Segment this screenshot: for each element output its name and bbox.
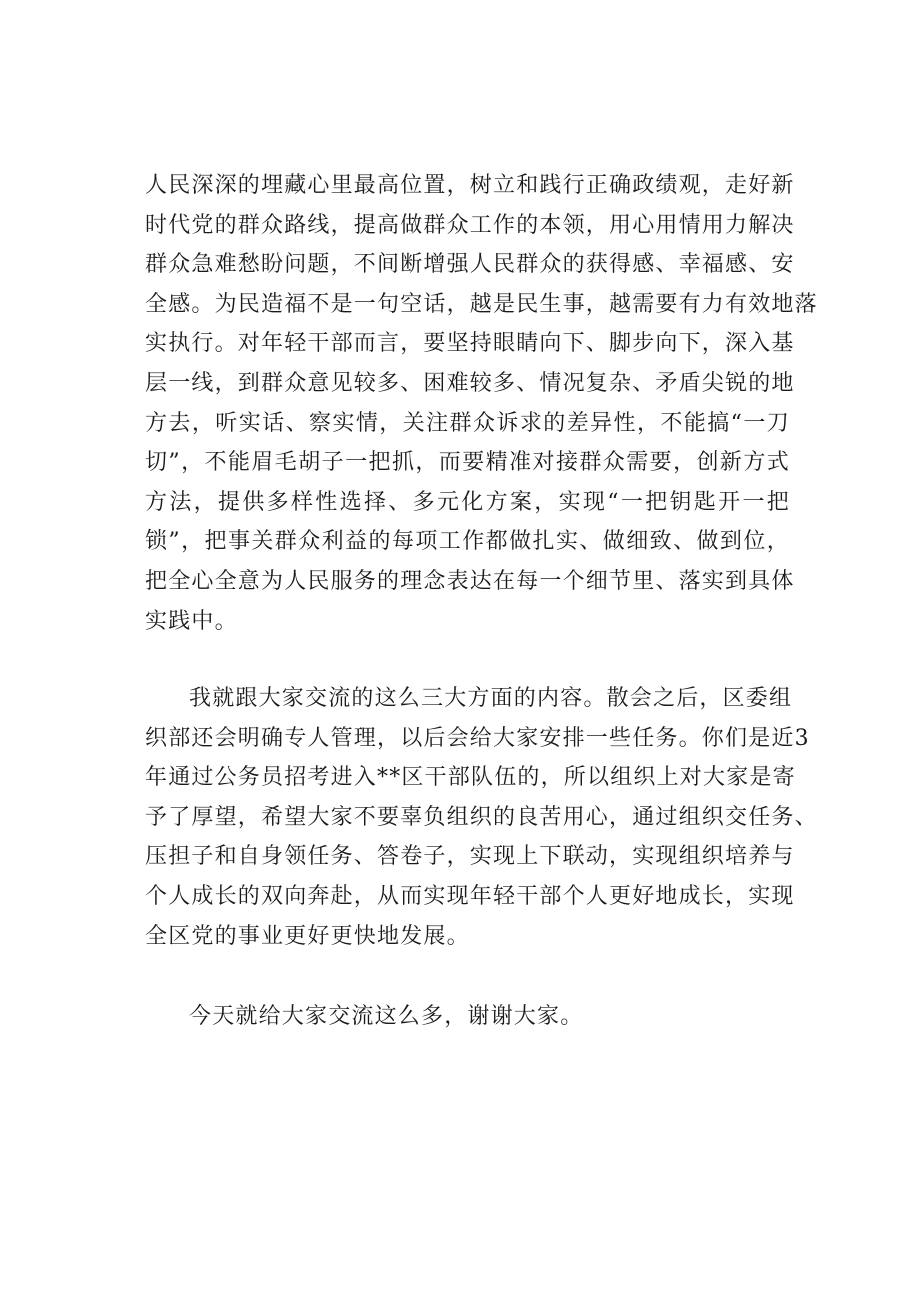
paragraph-1: [145, 166, 818, 641]
paragraph-line: 实践中。: [145, 608, 238, 634]
paragraph-line: 予了厚望，希望大家不要辜负组织的良苦用心，通过组织交任务、: [145, 804, 818, 830]
paragraph-line: 全区党的事业更好更快地发展。: [145, 923, 470, 949]
paragraph-line: 织部还会明确专人管理，以后会给大家安排一些任务。你们是近3: [145, 725, 810, 751]
paragraph-line: 时代党的群众路线，提高做群众工作的本领，用心用情用力解决: [145, 212, 795, 238]
paragraph-line: 全感。为民造福不是一句空话，越是民生事，越需要有力有效地落: [145, 291, 818, 317]
paragraph-line: 切”，不能眉毛胡子一把抓，而要精准对接群众需要，创新方式: [145, 450, 790, 476]
paragraph-line: 层一线，到群众意见较多、困难较多、情况复杂、矛盾尖锐的地: [145, 370, 795, 396]
paragraph-line: 我就跟大家交流的这么三大方面的内容。散会之后，区委组: [189, 686, 793, 711]
paragraph-line: 实执行。对年轻干部而言，要坚持眼睛向下、脚步向下，深入基: [145, 331, 795, 357]
paragraph-line: 人民深深的埋藏心里最高位置，树立和践行正确政绩观，走好新: [145, 173, 795, 198]
paragraph-3: [145, 997, 790, 1037]
paragraph-line: 今天就给大家交流这么多，谢谢大家。: [189, 1004, 584, 1029]
paragraph-line: 把全心全意为人民服务的理念表达在每一个细节里、落实到具体: [145, 568, 795, 594]
paragraph-line: 压担子和自身领任务、答卷子，实现上下联动，实现组织培养与: [145, 844, 795, 870]
paragraph-line: 年通过公务员招考进入**区干部队伍的，所以组织上对大家是寄: [145, 765, 796, 791]
paragraph-line: 群众急难愁盼问题，不间断增强人民群众的获得感、幸福感、安: [145, 252, 795, 278]
paragraph-line: 方去，听实话、察实情，关注群众诉求的差异性，不能搞“一刀: [145, 410, 790, 436]
paragraph-line: 方法，提供多样性选择、多元化方案，实现“一把钥匙开一把: [145, 489, 790, 515]
paragraph-line: 个人成长的双向奔赴，从而实现年轻干部个人更好地成长，实现: [145, 883, 795, 909]
paragraph-line: 锁”，把事关群众利益的每项工作都做扎实、做细致、做到位，: [145, 529, 790, 555]
paragraph-2: [145, 679, 818, 956]
